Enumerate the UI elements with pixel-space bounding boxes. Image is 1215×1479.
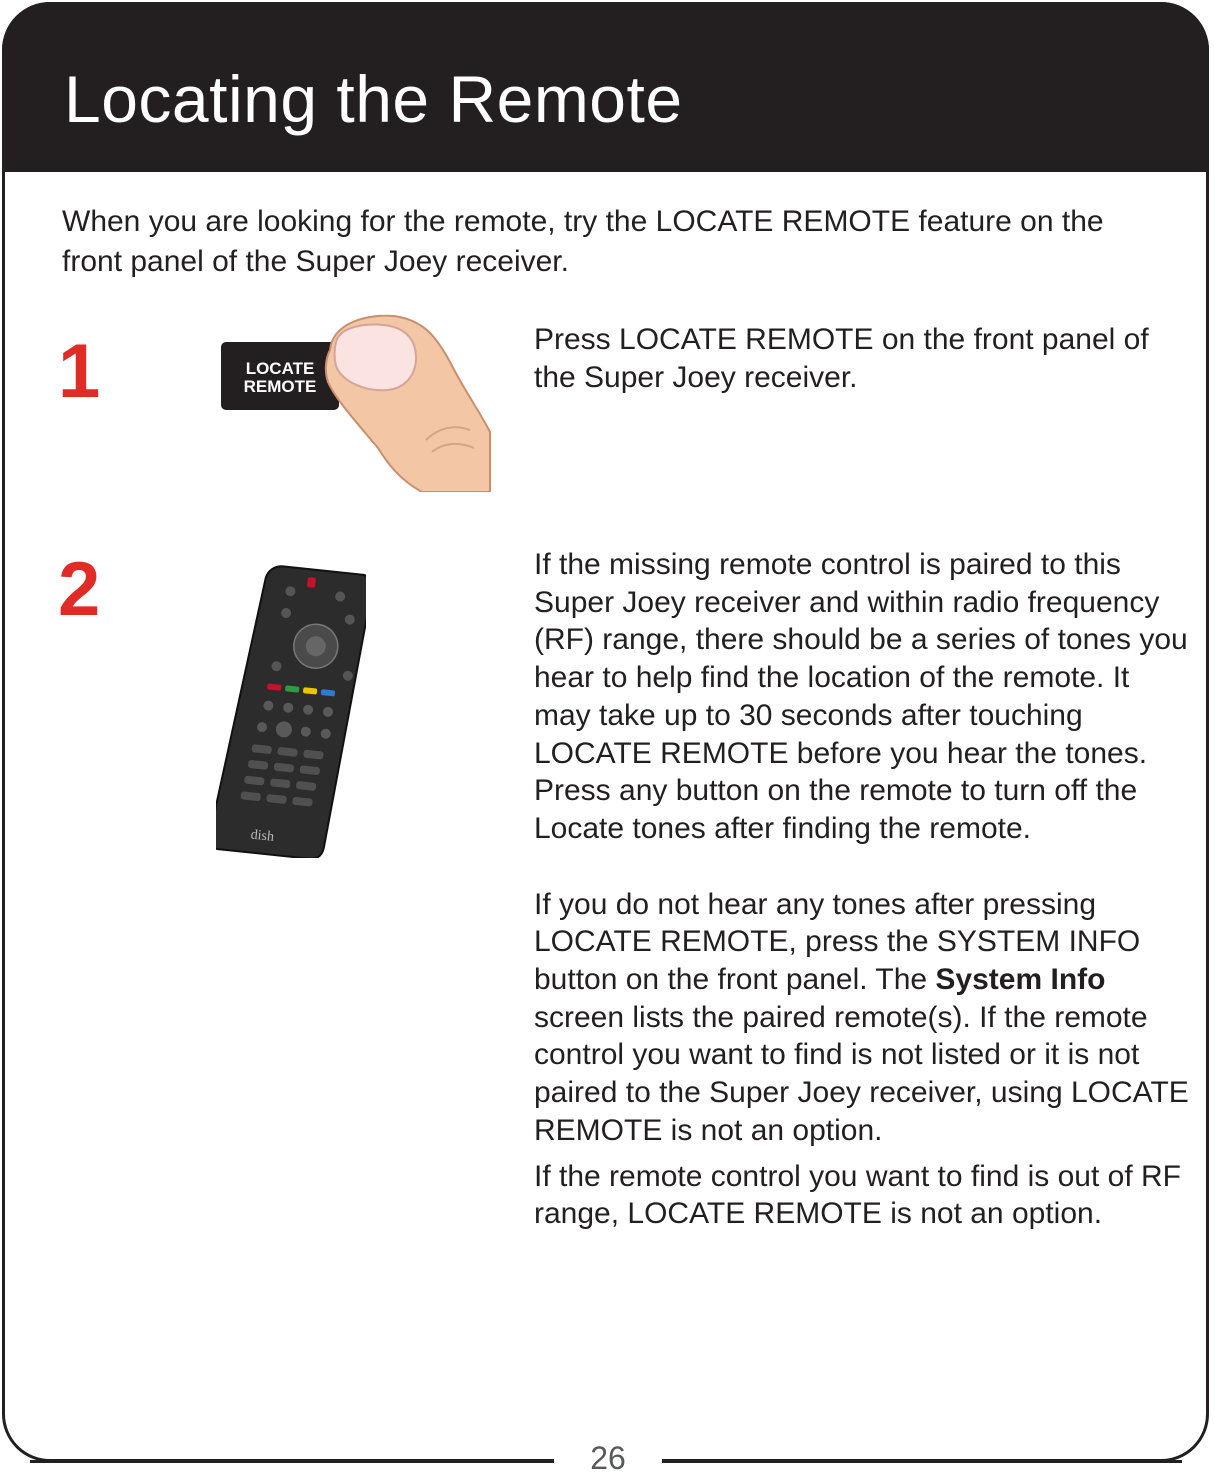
step-2-paragraph-3: If the remote control you want to find is out of RF range, LOCATE REMOTE is not an option. — [534, 1159, 1181, 1231]
page-header — [2, 2, 1209, 172]
button-label-line2: REMOTE — [243, 377, 317, 396]
page-title: Locating the Remote — [64, 62, 683, 136]
step-2-text — [534, 546, 1194, 1233]
footer-rule-left — [30, 1460, 554, 1463]
footer-rule-right — [662, 1460, 1182, 1463]
paragraph-2-start: If you do not hear any tones after pressing LOCATE REMOTE, press the SYSTEM INFO button on the front panel. The — [534, 887, 1141, 997]
step-2-number: 2 — [58, 547, 101, 632]
system-info-bold: System Info — [935, 963, 1106, 997]
finger-pressing-button-illustration — [218, 312, 494, 492]
step-1-number: 1 — [58, 329, 101, 414]
power-button — [307, 577, 316, 588]
step-2-paragraph-1: If the missing remote control is paired to this Super Joey receiver and within radio frequency (RF) range, there should be a series of tones you hear to help find the location of the remote. It may take up to 30 seconds after touching LOCATE REMOTE before you hear the tones. Press any button on the remote to turn off the Locate tones after finding the remote. — [534, 548, 1188, 845]
step-1-text: Press LOCATE REMOTE on the front panel of the Super Joey receiver. — [534, 323, 1149, 394]
page-number: 26 — [554, 1442, 662, 1474]
intro-text: When you are looking for the remote, try the LOCATE REMOTE feature on the front panel of the Super Joey receiver. — [62, 205, 1104, 278]
fingernail — [335, 325, 417, 391]
paragraph-2-end: screen lists the paired remote(s). If the remote control you want to find is not listed or it is not paired to the Super Joey receiver, using LOCATE REMOTE is not an option. — [534, 1000, 1189, 1147]
step-2-paragraph-2 — [534, 886, 1194, 1150]
remote-control-illustration — [216, 562, 366, 858]
button-label-line1: LOCATE — [245, 359, 315, 378]
dish-logo: dish — [249, 827, 275, 845]
